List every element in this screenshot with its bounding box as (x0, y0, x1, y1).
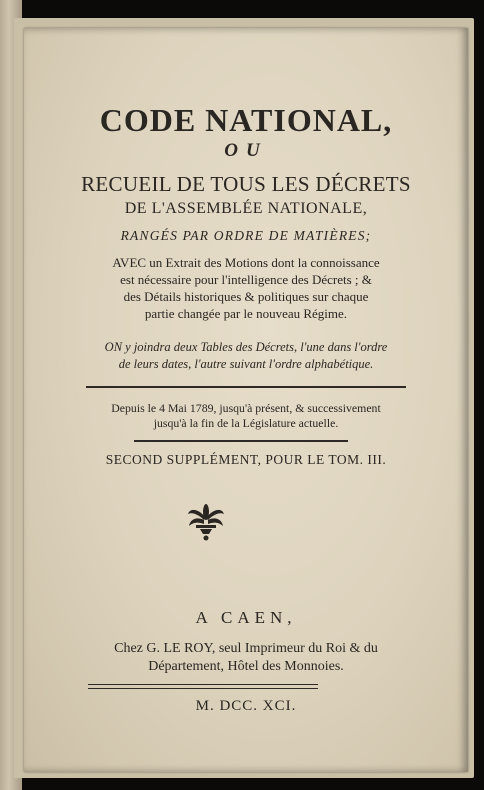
description-line: partie changée par le nouveau Régime. (144, 306, 348, 321)
description-line: est nécessaire pour l'intelligence des Décrets ; & (120, 272, 372, 287)
fleuron-ornament-icon (184, 498, 228, 542)
printer-line: Chez G. LE ROY, seul Imprimeur du Roi & du (114, 641, 378, 656)
description-paragraph (32, 254, 460, 322)
subtitle-ranges: RANGÉS PAR ORDRE DE MATIÈRES; (120, 228, 372, 243)
divider-rule (134, 440, 348, 442)
imprint-place: A CAEN, (195, 608, 297, 627)
book-title: CODE NATIONAL, (99, 102, 393, 138)
printer-line: Département, Hôtel des Monnoies. (148, 659, 344, 674)
title-conjunction: OU (224, 140, 268, 161)
imprint-year: M. DCC. XCI. (195, 698, 297, 714)
supplement-line: SECOND SUPPLÉMENT, POUR LE TOM. III. (105, 452, 387, 467)
description-line: AVEC un Extrait des Motions dont la connoissance (112, 255, 380, 270)
double-rule (88, 684, 318, 689)
period-paragraph (32, 401, 460, 431)
period-line: jusqu'à la fin de la Législature actuelle. (153, 416, 339, 430)
title-page (24, 28, 468, 772)
divider-rule (86, 386, 406, 388)
period-line: Depuis le 4 Mai 1789, jusqu'à présent, & successivement (111, 401, 381, 415)
tables-line: de leurs dates, l'autre suivant l'ordre alphabétique. (118, 357, 374, 371)
tables-line: ON y joindra deux Tables des Décrets, l'une dans l'ordre (104, 340, 388, 354)
description-line: des Détails historiques & politiques sur chaque (123, 289, 369, 304)
subtitle-assemblee: DE L'ASSEMBLÉE NATIONALE, (124, 200, 368, 217)
subtitle-recueil: RECUEIL DE TOUS LES DÉCRETS (81, 172, 411, 196)
tables-paragraph (32, 339, 460, 373)
printer-paragraph (32, 640, 460, 676)
